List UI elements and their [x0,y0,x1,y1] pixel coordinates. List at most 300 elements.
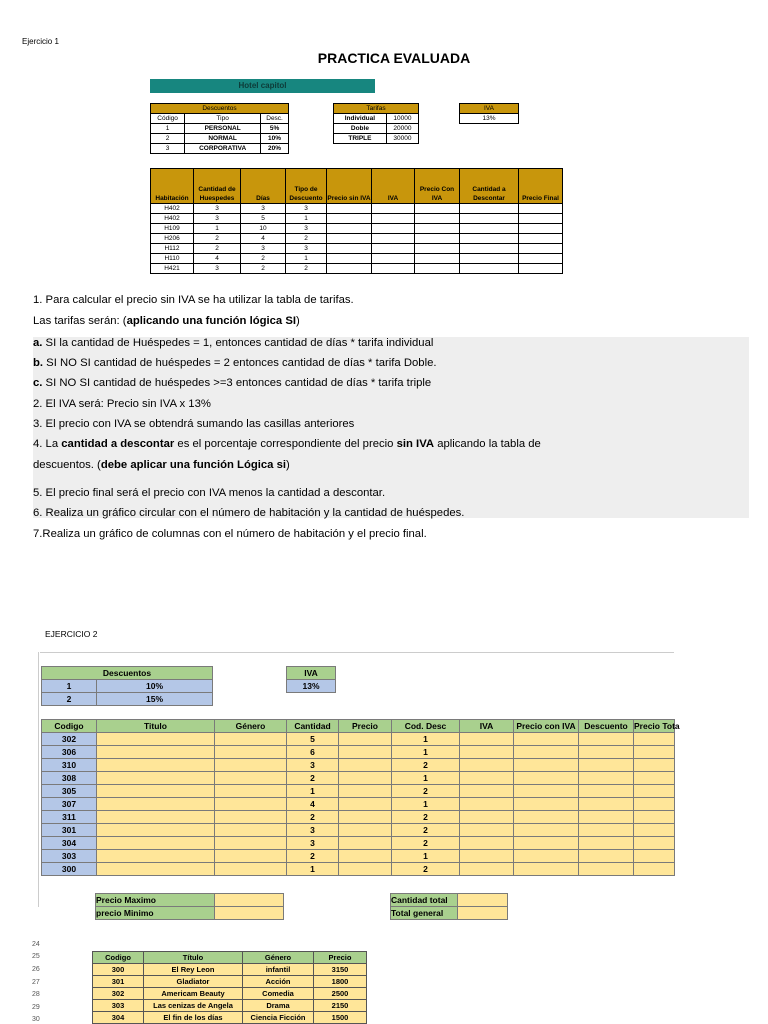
table-cell: H112 [151,244,194,254]
table-cell[interactable] [97,798,215,811]
table-cell[interactable] [215,798,287,811]
table-cell[interactable] [519,264,563,274]
instruction-text: SI NO SI cantidad de huéspedes = 2 entonces cantidad de días * tarifa Doble. [43,357,437,369]
col-precio-con-iva: Precio con IVA [514,720,579,733]
instruction-6: 6. Realiza un gráfico circular con el número de habitación y la cantidad de huéspedes. [33,507,465,519]
table-cell[interactable] [460,204,519,214]
table-cell[interactable] [579,824,634,837]
table-row [42,863,675,876]
table-cell[interactable] [215,746,287,759]
row-number: 24 [32,941,40,948]
table-cell[interactable] [460,772,514,785]
table-cell: Americam Beauty [144,988,243,1000]
table-cell[interactable] [415,214,460,224]
instruction-emphasis: sin IVA [396,438,435,450]
table-cell[interactable] [327,244,372,254]
table-row [93,988,367,1000]
table-cell: 1 [392,733,460,746]
table-cell[interactable] [339,785,392,798]
table-cell[interactable] [327,234,372,244]
table-cell[interactable] [634,772,675,785]
table-cell: 2 [392,863,460,876]
table-cell[interactable] [97,850,215,863]
col-precio-sin-iva: Precio sin IVA [327,169,372,204]
table-cell: 2 [287,772,339,785]
table-row [151,244,563,254]
table-row [93,976,367,988]
instruction-4-cont [33,458,290,472]
table-cell[interactable] [372,234,415,244]
table-cell[interactable] [415,224,460,234]
table-row [42,733,675,746]
table-cell: 311 [42,811,97,824]
table-cell[interactable] [215,811,287,824]
col-genero: Género [215,720,287,733]
ex2-main-table [41,719,680,876]
table-cell[interactable] [519,214,563,224]
instruction-text: es el porcentaje correspondiente del precio [174,438,397,450]
table-cell[interactable] [327,254,372,264]
table-cell: 307 [42,798,97,811]
col-precio-con-iva: Precio Con IVA [415,169,460,204]
table-cell[interactable] [579,863,634,876]
table-cell[interactable] [579,759,634,772]
table-cell[interactable] [215,785,287,798]
table-cell: 306 [42,746,97,759]
table-cell[interactable] [339,746,392,759]
table-cell[interactable] [579,746,634,759]
table-cell: 1800 [314,976,367,988]
table-cell[interactable] [339,824,392,837]
table-cell[interactable] [519,234,563,244]
table-cell: TRIPLE [334,134,387,144]
table-cell: H110 [151,254,194,264]
col-codigo: Codigo [42,720,97,733]
table-cell: 1 [151,124,185,134]
col-habitacion: Habitación [151,169,194,204]
table-cell[interactable] [97,746,215,759]
col-codigo: Código [151,114,185,124]
table-cell: 1 [286,254,327,264]
col-descuento: Descuento [579,720,634,733]
table-row [151,214,563,224]
table-cell: H402 [151,204,194,214]
table-cell[interactable] [634,824,675,837]
instruction-text: SI la cantidad de Huéspedes = 1, entonces cantidad de días * tarifa individual [42,337,434,349]
table-cell[interactable] [215,824,287,837]
table-cell[interactable] [514,798,579,811]
table-cell[interactable] [97,772,215,785]
table-cell: 2 [286,234,327,244]
table-cell[interactable] [97,824,215,837]
table-cell: 1 [392,798,460,811]
instruction-text: SI NO SI cantidad de huéspedes >=3 entonces cantidad de días * tarifa triple [42,377,432,389]
cantidad-total-value[interactable] [458,894,508,907]
table-cell[interactable] [339,837,392,850]
table-cell[interactable] [514,837,579,850]
col-precio: Precio [339,720,392,733]
col-genero: Género [243,952,314,964]
table-cell: 302 [93,988,144,1000]
table-cell[interactable] [634,837,675,850]
table-cell: 2 [287,811,339,824]
table-cell[interactable] [460,785,514,798]
table-cell[interactable] [634,798,675,811]
col-dias: Días [241,169,286,204]
table-cell[interactable] [519,244,563,254]
precio-minimo-value[interactable] [215,907,284,920]
table-cell: H206 [151,234,194,244]
table-cell: Gladiator [144,976,243,988]
table-row [42,772,675,785]
table-cell: 1 [392,772,460,785]
table-cell: 30000 [386,134,418,144]
table-cell[interactable] [415,234,460,244]
table-cell: 10% [97,680,213,693]
table-cell[interactable] [215,863,287,876]
col-precio-total: Precio Tota [634,721,680,731]
ex2-discounts-header: Descuentos [42,667,213,680]
table-cell[interactable] [339,811,392,824]
instruction-letter: c. [33,377,43,389]
table-cell: 10000 [386,114,418,124]
table-cell: 3 [286,224,327,234]
table-cell[interactable] [97,733,215,746]
table-cell[interactable] [215,733,287,746]
table-cell: 1 [194,224,241,234]
instruction-a [33,336,433,350]
precio-minimo-label: precio Minimo [96,907,215,920]
table-cell[interactable] [372,224,415,234]
table-cell: 301 [42,824,97,837]
totals-summary-table [390,893,508,920]
instruction-emphasis: aplicando una función lógica SI [126,315,297,327]
table-row [151,224,563,234]
instruction-1: 1. Para calcular el precio sin IVA se ha utilizar la tabla de tarifas. [33,294,354,306]
col-iva: IVA [460,720,514,733]
table-cell[interactable] [634,811,675,824]
table-cell[interactable] [460,824,514,837]
table-cell: 304 [93,1012,144,1024]
row-number: 29 [32,1004,40,1011]
table-cell[interactable] [579,785,634,798]
table-cell: 20% [261,144,289,154]
table-cell[interactable] [339,850,392,863]
table-cell[interactable] [339,772,392,785]
table-cell: 2 [392,759,460,772]
ex2-iva-value: 13% [287,680,336,693]
table-cell[interactable] [327,204,372,214]
precio-maximo-label: Precio Maximo [96,894,215,907]
table-cell: 2 [194,244,241,254]
table-cell[interactable] [339,863,392,876]
table-cell[interactable] [460,214,519,224]
table-cell[interactable] [460,798,514,811]
discounts-header: Descuentos [151,104,289,114]
catalog-table [92,951,367,1024]
table-cell[interactable] [215,837,287,850]
table-cell: 5% [261,124,289,134]
instruction-7: 7.Realiza un gráfico de columnas con el número de habitación y el precio final. [33,528,427,540]
col-precio-final: Precio Final [519,169,563,204]
row-number: 26 [32,966,40,973]
table-row [42,824,675,837]
table-cell[interactable] [460,837,514,850]
instruction-1-rates [33,314,300,328]
table-cell[interactable] [339,759,392,772]
table-row [42,759,675,772]
rooms-table [150,168,563,274]
total-general-value[interactable] [458,907,508,920]
price-summary-table [95,893,284,920]
table-cell: El fin de los días [144,1012,243,1024]
col-tipo-descuento: Tipo de Descuento [286,169,327,204]
table-cell: 303 [93,1000,144,1012]
table-cell[interactable] [519,224,563,234]
row-number: 28 [32,991,40,998]
table-cell: 3 [286,244,327,254]
table-cell: 2 [241,264,286,274]
table-cell[interactable] [514,824,579,837]
row-number: 25 [32,953,40,960]
table-cell[interactable] [514,850,579,863]
table-cell[interactable] [579,837,634,850]
ex2-discounts-table [41,666,213,706]
table-cell[interactable] [460,244,519,254]
cantidad-total-label: Cantidad total [391,894,458,907]
instruction-text: descuentos. ( [33,459,101,471]
table-cell: H109 [151,224,194,234]
exercise-1-label: Ejercicio 1 [22,37,59,46]
table-cell: 305 [42,785,97,798]
table-cell: 10 [241,224,286,234]
instruction-text: ) [296,315,300,327]
table-cell[interactable] [372,264,415,274]
table-cell[interactable] [97,811,215,824]
table-cell: 3 [287,837,339,850]
table-cell: 300 [93,964,144,976]
table-cell: 1 [287,785,339,798]
col-codigo: Codigo [93,952,144,964]
table-cell: 2 [392,785,460,798]
table-cell[interactable] [514,733,579,746]
table-cell[interactable] [579,811,634,824]
table-cell: 5 [241,214,286,224]
table-cell[interactable] [97,863,215,876]
table-cell[interactable] [415,254,460,264]
table-cell: 2 [392,811,460,824]
table-cell: 20000 [386,124,418,134]
table-cell: 2 [194,234,241,244]
table-cell[interactable] [579,798,634,811]
ex2-iva-header: IVA [287,667,336,680]
table-cell[interactable] [634,785,675,798]
table-cell[interactable] [215,759,287,772]
table-cell: 3 [194,214,241,224]
table-cell[interactable] [634,746,675,759]
col-cantidad-descontar: Cantidad a Descontar [460,169,519,204]
table-row [151,234,563,244]
table-cell[interactable] [579,850,634,863]
table-cell[interactable] [519,254,563,264]
table-cell[interactable] [514,759,579,772]
table-cell[interactable] [460,746,514,759]
table-row [42,746,675,759]
table-cell: 1500 [314,1012,367,1024]
table-cell[interactable] [634,759,675,772]
table-cell[interactable] [415,264,460,274]
table-cell[interactable] [327,224,372,234]
table-cell[interactable] [460,850,514,863]
table-cell: Ciencia Ficción [243,1012,314,1024]
table-cell: 2 [42,693,97,706]
table-cell: 15% [97,693,213,706]
table-cell[interactable] [97,785,215,798]
table-cell[interactable] [460,863,514,876]
table-cell[interactable] [215,850,287,863]
table-cell: 3 [241,204,286,214]
hotel-name-banner: Hotel capitol [150,79,375,93]
table-cell[interactable] [519,204,563,214]
col-titulo: Titulo [97,720,215,733]
table-cell: 3 [286,204,327,214]
page-title: PRACTICA EVALUADA [317,50,471,66]
table-cell: 3 [151,144,185,154]
table-cell[interactable] [460,234,519,244]
table-cell: Comedia [243,988,314,1000]
table-cell: El Rey Leon [144,964,243,976]
table-cell[interactable] [460,811,514,824]
table-cell: 3 [194,204,241,214]
table-cell[interactable] [514,772,579,785]
table-cell: 4 [287,798,339,811]
table-cell: Las cenizas de Angela [144,1000,243,1012]
table-cell: 2 [151,134,185,144]
table-row [93,1012,367,1024]
instruction-emphasis: cantidad a descontar [61,438,175,450]
table-cell: H421 [151,264,194,274]
table-row [151,264,563,274]
instruction-5: 5. El precio final será el precio con IVA menos la cantidad a descontar. [33,487,386,499]
total-general-label: Total general [391,907,458,920]
table-cell[interactable] [514,811,579,824]
table-cell[interactable] [634,733,675,746]
instruction-2: 2. El IVA será: Precio sin IVA x 13% [33,398,211,410]
table-cell[interactable] [579,772,634,785]
table-cell[interactable] [460,224,519,234]
col-iva: IVA [372,169,415,204]
col-cod-desc: Cod. Desc [392,720,460,733]
table-row [42,837,675,850]
table-cell: 10% [261,134,289,144]
table-cell: Individual [334,114,387,124]
row-number: 30 [32,1016,40,1023]
table-cell[interactable] [460,733,514,746]
table-cell: 2150 [314,1000,367,1012]
table-cell[interactable] [634,850,675,863]
instruction-letter: b. [33,357,44,369]
table-row [42,850,675,863]
precio-maximo-value[interactable] [215,894,284,907]
instruction-text: Las tarifas serán: ( [33,315,127,327]
table-row [151,254,563,264]
col-precio: Precio [314,952,367,964]
table-cell[interactable] [372,214,415,224]
sheet-top-line [40,652,674,653]
iva-table [459,103,519,124]
table-cell[interactable] [460,759,514,772]
table-cell: 302 [42,733,97,746]
col-tipo: Tipo [185,114,261,124]
instruction-4 [33,437,541,451]
table-cell[interactable] [339,733,392,746]
table-cell: 1 [392,850,460,863]
table-cell: 2 [392,824,460,837]
instruction-b [33,356,437,370]
table-row [42,811,675,824]
instruction-letter: a. [33,337,43,349]
table-cell: 2 [286,264,327,274]
exercise-2-label: EJERCICIO 2 [45,629,98,639]
table-cell[interactable] [327,214,372,224]
table-cell: 4 [194,254,241,264]
table-cell[interactable] [215,772,287,785]
table-cell[interactable] [327,264,372,274]
rates-table [333,103,419,144]
col-huespedes: Cantidad de Huespedes [194,169,241,204]
table-cell[interactable] [415,244,460,254]
table-cell[interactable] [97,837,215,850]
table-cell: 1 [42,680,97,693]
table-cell[interactable] [514,863,579,876]
table-cell: 310 [42,759,97,772]
table-cell: infantil [243,964,314,976]
table-cell: 3150 [314,964,367,976]
table-cell[interactable] [634,863,675,876]
table-cell[interactable] [460,264,519,274]
table-cell: 4 [241,234,286,244]
table-row [42,798,675,811]
table-cell: PERSONAL [185,124,261,134]
table-cell: 1 [392,746,460,759]
table-cell[interactable] [579,733,634,746]
table-cell: Drama [243,1000,314,1012]
table-cell[interactable] [514,746,579,759]
col-titulo: Título [144,952,243,964]
table-cell[interactable] [339,798,392,811]
col-desc: Desc. [261,114,289,124]
table-cell[interactable] [514,785,579,798]
table-cell[interactable] [415,204,460,214]
table-cell: 2500 [314,988,367,1000]
table-cell[interactable] [97,759,215,772]
table-cell: 2 [287,850,339,863]
table-cell: 2 [241,254,286,264]
instruction-text: ) [286,459,290,471]
table-cell: 3 [287,824,339,837]
table-cell: 3 [287,759,339,772]
table-cell[interactable] [460,254,519,264]
table-cell: CORPORATIVA [185,144,261,154]
table-cell[interactable] [372,254,415,264]
table-cell[interactable] [372,204,415,214]
table-cell: H402 [151,214,194,224]
table-cell[interactable] [372,244,415,254]
table-cell: 304 [42,837,97,850]
iva-value: 13% [460,114,519,124]
table-cell: 303 [42,850,97,863]
col-cantidad: Cantidad [287,720,339,733]
